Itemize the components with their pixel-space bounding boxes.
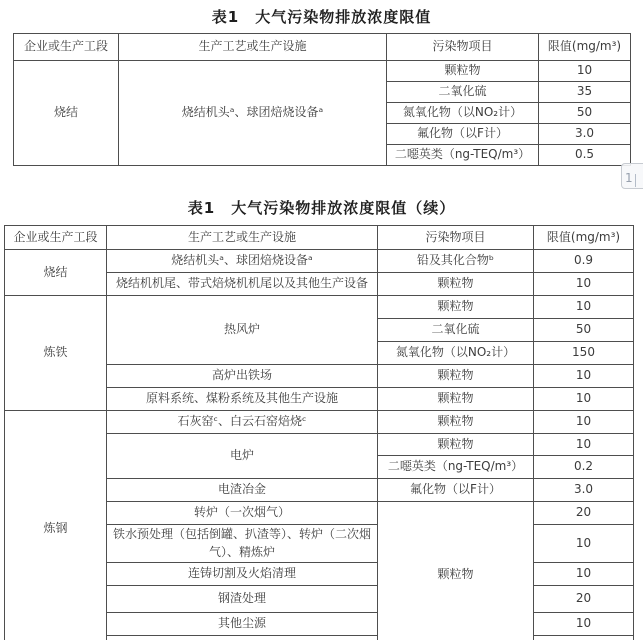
cell-pollutant: 颗粒物 (378, 273, 534, 296)
cell-section-sintering: 烧结 (5, 250, 107, 296)
cell-limit: 10 (534, 296, 634, 319)
cell-process: 烧结机机尾、带式焙烧机机尾以及其他生产设备 (107, 273, 378, 296)
cell-limit: 20 (534, 586, 634, 613)
cell-limit: 0.5 (539, 145, 631, 166)
cell-process: 连铸切割及火焰清理 (107, 563, 378, 586)
cell-limit: 0.2 (534, 456, 634, 479)
cell-section-ironmaking: 炼铁 (5, 296, 107, 411)
header-enterprise-section: 企业或生产工段 (14, 34, 119, 61)
cell-limit: 10 (534, 388, 634, 411)
cell-pollutant: 氮氧化物（以NO₂计） (387, 103, 539, 124)
header-enterprise-section: 企业或生产工段 (5, 226, 107, 250)
cell-process: 高炉出铁场 (107, 365, 378, 388)
cell-process: 烧结机头ᵃ、球团焙烧设备ᵃ (107, 250, 378, 273)
image-counter-badge[interactable] (621, 163, 643, 189)
cell-pollutant: 氟化物（以F计） (387, 124, 539, 145)
table2-title: 表1 大气污染物排放浓度限值（续） (187, 199, 456, 217)
cell-limit: 10 (534, 563, 634, 586)
cell-limit: 10 (534, 365, 634, 388)
cell-pollutant: 颗粒物 (378, 434, 534, 456)
cell-pollutant: 氮氧化物（以NO₂计） (378, 342, 534, 365)
cell-pollutant: 铅及其化合物ᵇ (378, 250, 534, 273)
cell-limit: 3.0 (534, 479, 634, 502)
cell-process: 石灰窑ᶜ、白云石窑焙烧ᶜ (107, 411, 378, 434)
table-row (5, 411, 634, 434)
cell-pollutant: 颗粒物 (378, 365, 534, 388)
cell-limit: 35 (539, 82, 631, 103)
image-counter-label: 1 (625, 171, 633, 186)
cell-limit (534, 636, 634, 640)
cell-process: 电渣冶金 (107, 479, 378, 502)
cell-limit: 150 (534, 342, 634, 365)
table-row (14, 61, 631, 82)
cell-process: 铁水预处理（包括倒罐、扒渣等）、转炉（二次烟气）、精炼炉 (107, 525, 378, 563)
table-header-row (5, 226, 634, 250)
cell-pollutant: 颗粒物 (378, 411, 534, 434)
cell-section: 烧结 (14, 61, 119, 166)
cell-limit: 10 (539, 61, 631, 82)
emission-limits-table (13, 33, 631, 166)
cell-process: 钢渣处理 (107, 586, 378, 613)
cell-limit: 20 (534, 502, 634, 525)
cell-process: 烧结机头ᵃ、球团焙烧设备ᵃ (119, 61, 387, 166)
cell-limit: 10 (534, 434, 634, 456)
cell-pollutant: 二氧化硫 (378, 319, 534, 342)
text-caret (635, 174, 636, 187)
cell-pollutant: 氟化物（以F计） (378, 479, 534, 502)
cell-pollutant-merged: 颗粒物 (378, 502, 534, 640)
cell-limit: 10 (534, 613, 634, 636)
cell-limit: 50 (534, 319, 634, 342)
cell-pollutant: 颗粒物 (387, 61, 539, 82)
cell-process: 热风炉 (107, 296, 378, 365)
cell-pollutant: 二噁英类（ng-TEQ/m³） (387, 145, 539, 166)
cell-limit: 3.0 (539, 124, 631, 145)
emission-limits-table-continued (4, 225, 634, 640)
cell-process (107, 636, 378, 640)
table-row (5, 250, 634, 273)
header-pollutant-item: 污染物项目 (387, 34, 539, 61)
header-limit-value: 限值(mg/m³) (534, 226, 634, 250)
header-pollutant-item: 污染物项目 (378, 226, 534, 250)
header-limit-value: 限值(mg/m³) (539, 34, 631, 61)
header-process-facility: 生产工艺或生产设施 (107, 226, 378, 250)
cell-process: 其他尘源 (107, 613, 378, 636)
cell-limit: 0.9 (534, 250, 634, 273)
cell-process: 原料系统、煤粉系统及其他生产设施 (107, 388, 378, 411)
header-process-facility: 生产工艺或生产设施 (119, 34, 387, 61)
cell-pollutant: 二噁英类（ng-TEQ/m³） (378, 456, 534, 479)
cell-limit: 50 (539, 103, 631, 124)
table-header-row (14, 34, 631, 61)
cell-limit: 10 (534, 273, 634, 296)
cell-process: 转炉（一次烟气） (107, 502, 378, 525)
table1-title: 表1 大气污染物排放浓度限值 (211, 8, 432, 26)
table-row (5, 296, 634, 319)
cell-limit: 10 (534, 525, 634, 563)
cell-pollutant: 二氧化硫 (387, 82, 539, 103)
cell-pollutant: 颗粒物 (378, 388, 534, 411)
cell-limit: 10 (534, 411, 634, 434)
cell-pollutant: 颗粒物 (378, 296, 534, 319)
cell-process: 电炉 (107, 434, 378, 479)
cell-section-steelmaking: 炼钢 (5, 411, 107, 640)
